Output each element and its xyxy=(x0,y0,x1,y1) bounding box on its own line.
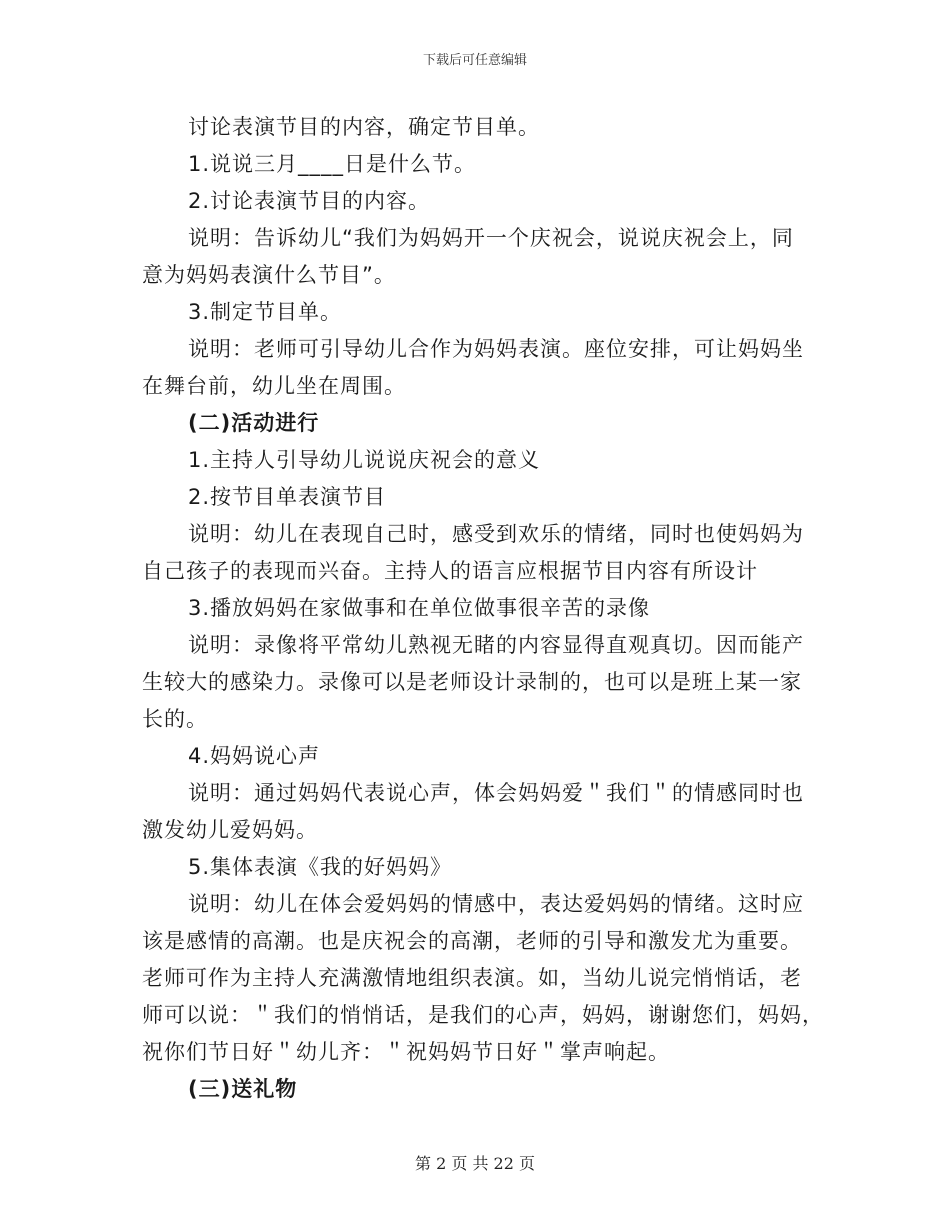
paragraph-line: 讨论表演节目的内容，确定节目单。 xyxy=(188,115,540,139)
page-header-note: 下载后可任意编辑 xyxy=(422,53,527,68)
list-item: 5.集体表演《我的好妈妈》 xyxy=(188,855,453,879)
explanation-line: 祝你们节日好＂幼儿齐：＂祝妈妈节日好＂掌声响起。 xyxy=(142,1040,670,1064)
explanation-line: 该是感情的高潮。也是庆祝会的高潮，老师的引导和激发尤为重要。 xyxy=(142,929,802,953)
list-item: 4.妈妈说心声 xyxy=(188,744,321,768)
list-item: 3.制定节目单。 xyxy=(188,300,343,324)
list-item: 2.按节目单表演节目 xyxy=(188,485,387,509)
list-item: 1.主持人引导幼儿说说庆祝会的意义 xyxy=(188,448,541,472)
explanation-line: 说明：幼儿在体会爱妈妈的情感中，表达爱妈妈的情绪。这时应 xyxy=(188,892,804,916)
list-item: 3.播放妈妈在家做事和在单位做事很辛苦的录像 xyxy=(188,596,651,620)
explanation-line: 意为妈妈表演什么节目”。 xyxy=(142,263,396,287)
explanation-line: 长的。 xyxy=(142,707,208,731)
explanation-line: 老师可作为主持人充满激情地组织表演。如，当幼儿说完悄悄话，老 xyxy=(142,966,802,990)
explanation-line: 师可以说：＂我们的悄悄话，是我们的心声，妈妈，谢谢您们，妈妈， xyxy=(142,1003,824,1027)
explanation-line: 激发幼儿爱妈妈。 xyxy=(142,818,318,842)
section-heading: (三)送礼物 xyxy=(188,1077,298,1101)
explanation-line: 在舞台前，幼儿坐在周围。 xyxy=(142,374,406,398)
explanation-line: 生较大的感染力。录像可以是老师设计录制的，也可以是班上某一家 xyxy=(142,670,802,694)
list-item: 2.讨论表演节目的内容。 xyxy=(188,189,431,213)
section-heading: (二)活动进行 xyxy=(188,411,320,435)
page-number: 第 2 页 共 22 页 xyxy=(415,1154,535,1173)
explanation-line: 说明：通过妈妈代表说心声，体会妈妈爱＂我们＂的情感同时也 xyxy=(188,781,804,805)
explanation-line: 说明：幼儿在表现自己时，感受到欢乐的情绪，同时也使妈妈为 xyxy=(188,522,804,546)
explanation-line: 说明：老师可引导幼儿合作为妈妈表演。座位安排，可让妈妈坐 xyxy=(188,337,804,361)
explanation-line: 说明：告诉幼儿“我们为妈妈开一个庆祝会，说说庆祝会上，同 xyxy=(188,226,794,250)
explanation-line: 说明：录像将平常幼儿熟视无睹的内容显得直观真切。因而能产 xyxy=(188,633,804,657)
explanation-line: 自己孩子的表现而兴奋。主持人的语言应根据节目内容有所设计 xyxy=(142,559,758,583)
document-body xyxy=(142,109,824,1108)
list-item: 1.说说三月____日是什么节。 xyxy=(188,152,477,176)
